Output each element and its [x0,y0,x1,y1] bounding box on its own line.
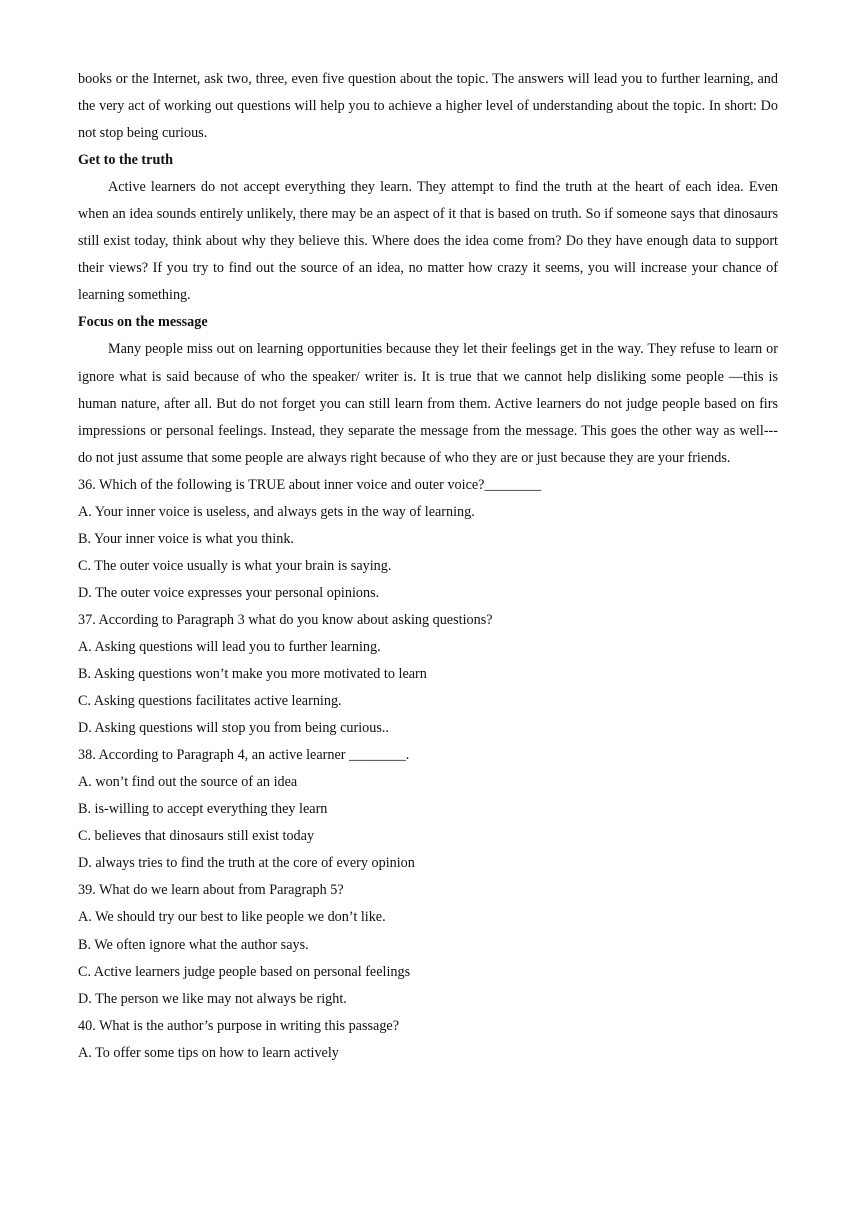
option-c: C. believes that dinosaurs still exist today [78,828,315,845]
option-c: C. The outer voice usually is what your brain is saying. [78,557,392,574]
option-a: A. won’t find out the source of an idea [78,774,298,791]
option-b: B. Your inner voice is what you think. [78,530,294,547]
question-39 [78,877,778,1012]
question-37 [78,607,778,742]
question-36 [78,472,778,607]
option-c: C. Asking questions facilitates active learning. [78,693,342,710]
intro-paragraph: books or the Internet, ask two, three, even five question about the topic. The answers will lead you to further learning, and the very act of working out questions will help you to achieve a higher level of understanding about the topic. In short: Do not stop being curious. [78,71,778,142]
section-heading-message: Focus on the message [78,314,208,331]
option-d: D. The outer voice expresses your personal opinions. [78,584,380,601]
section-body-truth: Active learners do not accept everything they learn. They attempt to find the truth at the heart of each idea. Even when an idea sounds entirely unlikely, there may be an aspect of it that is based on truth. So if someone says that dinosaurs still exist today, think about why they believe this. Where does the idea come from? Do they have enough data to support their views? If you try to find out the source of an idea, no matter how crazy it seems, you will increase your chance of learning something. [78,179,778,304]
question-stem: 37. According to Paragraph 3 what do you know about asking questions? [78,611,493,628]
question-40 [78,1013,778,1067]
question-stem: 36. Which of the following is TRUE about inner voice and outer voice?________ [78,476,542,493]
option-a: A. To offer some tips on how to learn actively [78,1044,339,1061]
option-d: D. Asking questions will stop you from being curious.. [78,720,389,737]
question-38 [78,742,778,877]
option-a: A. Asking questions will lead you to further learning. [78,638,381,655]
option-b: B. is-willing to accept everything they learn [78,801,328,818]
option-d: D. The person we like may not always be right. [78,990,347,1007]
question-stem: 38. According to Paragraph 4, an active learner ________. [78,747,410,764]
section-body-message: Many people miss out on learning opportunities because they let their feelings get in the way. They refuse to learn or ignore what is said because of who the speaker/ writer is. It is true that we cannot help disliking some people —this is human nature, after all. But do not forget you can still learn from them. Active learners do not judge people based on firs impressions or personal feelings. Instead, they separate the message from the message. This goes the other way as well---do not just assume that some people are always right because of who they are or just because they are your friends. [78,341,778,466]
option-b: B. Asking questions won’t make you more motivated to learn [78,666,427,683]
option-c: C. Active learners judge people based on personal feelings [78,963,411,980]
option-d: D. always tries to find the truth at the core of every opinion [78,855,415,872]
question-stem: 40. What is the author’s purpose in writing this passage? [78,1017,400,1034]
document-page [78,66,778,1067]
question-stem: 39. What do we learn about from Paragraph 5? [78,882,344,899]
option-b: B. We often ignore what the author says. [78,936,309,953]
option-a: A. We should try our best to like people we don’t like. [78,909,386,926]
section-heading-truth: Get to the truth [78,152,173,169]
option-a: A. Your inner voice is useless, and always gets in the way of learning. [78,503,475,520]
